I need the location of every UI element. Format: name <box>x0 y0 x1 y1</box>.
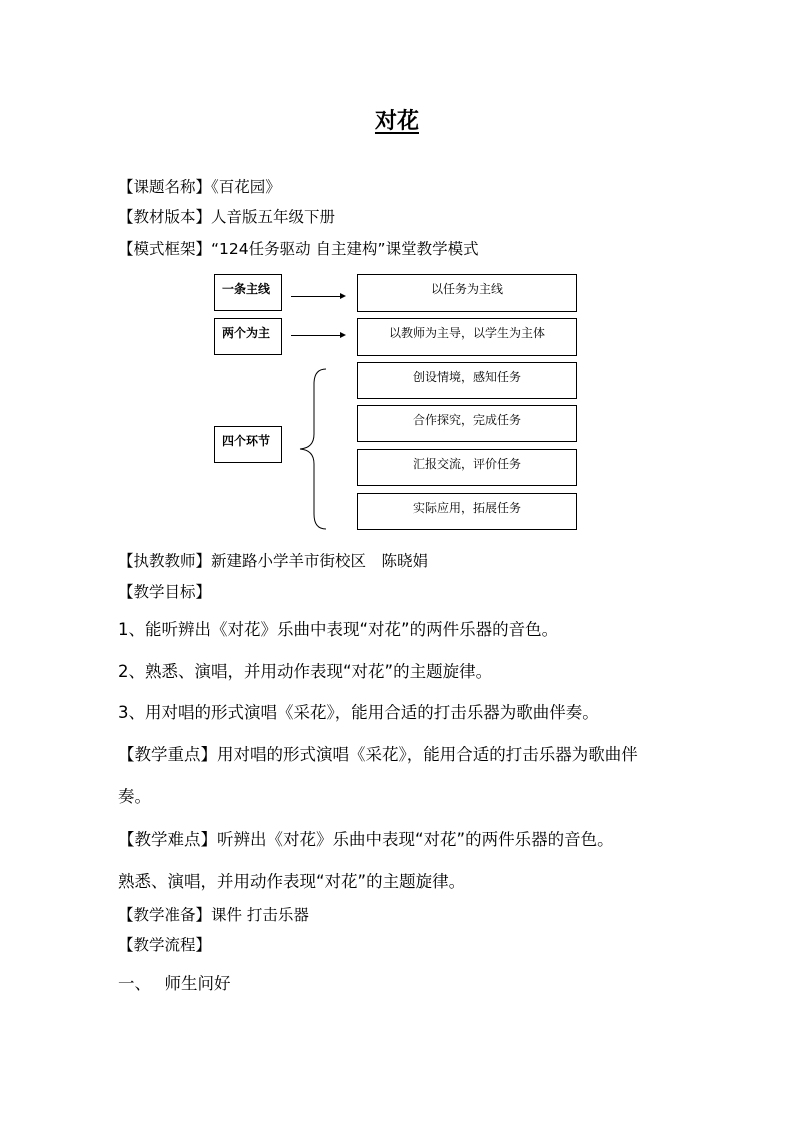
arrow-icon <box>291 335 341 336</box>
two-mains-box: 两个为主 <box>214 318 282 355</box>
model-framework: 【模式框架】“124任务驱动 自主建构”课堂教学模式 <box>118 240 479 258</box>
difficulties-continued: 熟悉、演唱，并用动作表现“对花”的主题旋律。 <box>118 872 466 891</box>
course-name: 【课题名称】《百花园》 <box>118 178 281 196</box>
objective-item: 2、熟悉、演唱，并用动作表现“对花”的主题旋律。 <box>118 662 493 681</box>
teacher-info: 【执教教师】新建路小学羊市街校区 陈晓娟 <box>118 552 429 570</box>
page-title: 对花 <box>374 109 419 134</box>
teaching-preparation: 【教学准备】课件 打击乐器 <box>118 906 309 924</box>
two-mains-desc-box: 以教师为主导，以学生为主体 <box>357 318 577 356</box>
step-box: 汇报交流，评价任务 <box>357 449 577 486</box>
process-step: 一、 师生问好 <box>118 974 231 993</box>
objectives-heading: 【教学目标】 <box>118 583 212 601</box>
arrow-icon <box>291 296 341 297</box>
step-box: 创设情境，感知任务 <box>357 362 577 399</box>
difficulties: 【教学难点】听辨出《对花》乐曲中表现“对花”的两件乐器的音色。 <box>118 830 614 849</box>
process-heading: 【教学流程】 <box>118 936 212 954</box>
key-points-continued: 奏。 <box>118 787 151 806</box>
objective-item: 3、用对唱的形式演唱《采花》，能用合适的打击乐器为歌曲伴奏。 <box>118 703 599 722</box>
step-box: 合作探究，完成任务 <box>357 405 577 442</box>
textbook-version: 【教材版本】人音版五年级下册 <box>118 208 336 226</box>
objective-item: 1、能听辨出《对花》乐曲中表现“对花”的两件乐器的音色。 <box>118 620 559 639</box>
four-steps-box: 四个环节 <box>214 426 282 463</box>
main-line-box: 一条主线 <box>214 274 282 311</box>
brace-icon <box>296 368 330 530</box>
step-box: 实际应用，拓展任务 <box>357 493 577 530</box>
main-line-desc-box: 以任务为主线 <box>357 274 577 312</box>
key-points: 【教学重点】用对唱的形式演唱《采花》，能用合适的打击乐器为歌曲伴 <box>118 745 638 764</box>
